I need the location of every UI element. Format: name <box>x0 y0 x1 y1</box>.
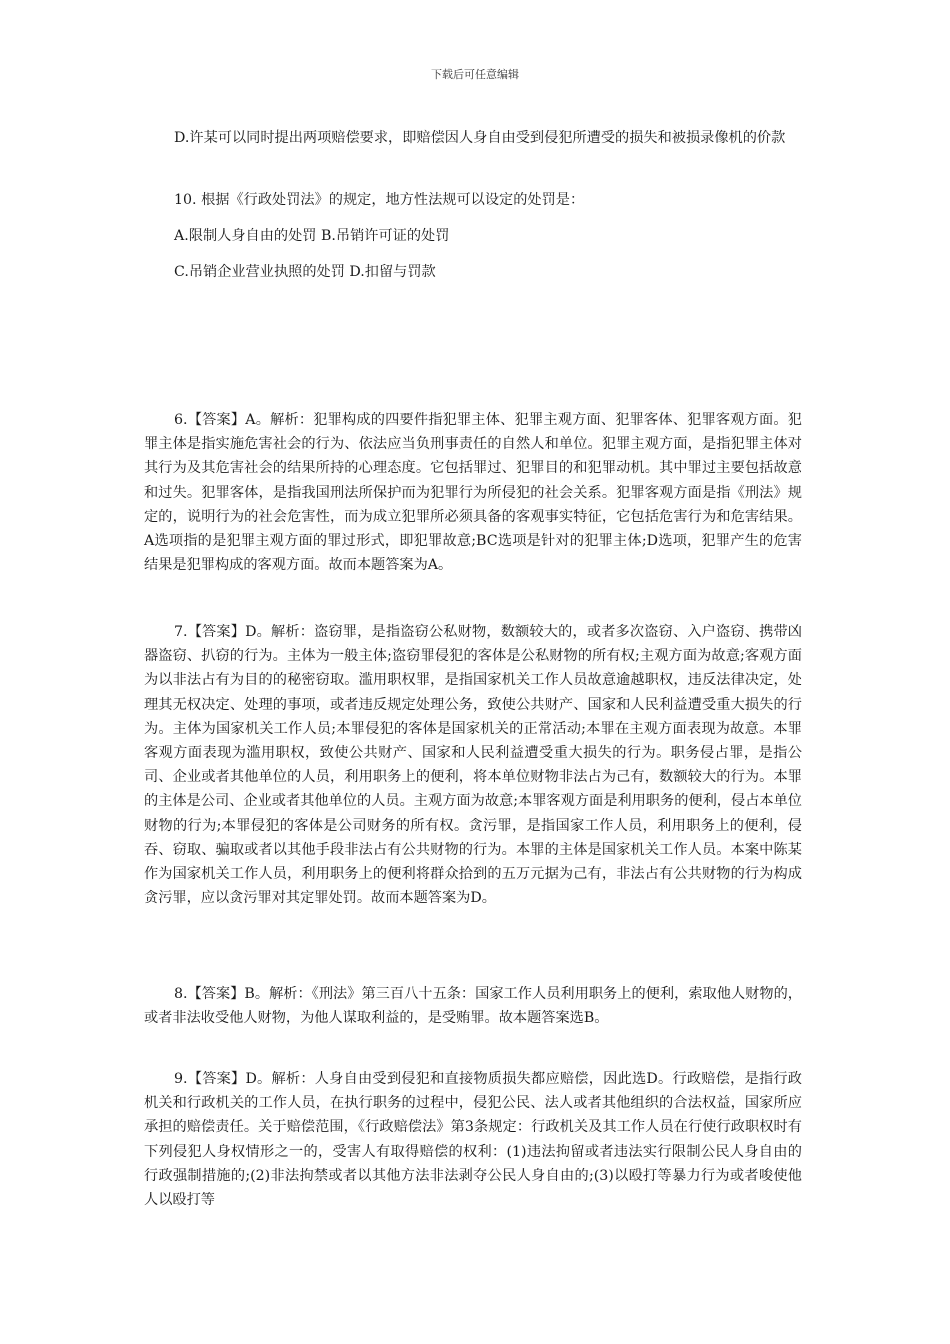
answer-6: 6.【答案】A。解析：犯罪构成的四要件指犯罪主体、犯罪主观方面、犯罪客体、犯罪客观方面。犯罪主体是指实施危害社会的行为、依法应当负刑事责任的自然人和单位。犯罪主观方面，是指犯罪主体对其行为及其危害社会的结果所持的心理态度。它包括罪过、犯罪目的和犯罪动机。其中罪过主要包括故意和过失。犯罪客体，是指我国刑法所保护而为犯罪行为所侵犯的社会关系。犯罪客观方面是指《刑法》规定的，说明行为的社会危害性，而为成立犯罪所必须具备的客观事实特征，它包括危害行为和危害结果。A选项指的是犯罪主观方面的罪过形式，即犯罪故意;BC选项是针对的犯罪主体;D选项，犯罪产生的危害结果是犯罪构成的客观方面。故而本题答案为A。 <box>144 412 802 574</box>
answer-8: 8.【答案】B。解析：《刑法》第三百八十五条：国家工作人员利用职务上的便利，索取他人财物的，或者非法收受他人财物，为他人谋取利益的，是受贿罪。故本题答案选B。 <box>144 986 802 1027</box>
q10-options-cd: C.吊销企业营业执照的处罚 D.扣留与罚款 <box>174 264 436 280</box>
q9-option-d: D.许某可以同时提出两项赔偿要求，即赔偿因人身自由受到侵犯所遭受的损失和被损录像机的价款 <box>174 130 786 146</box>
page-header: 下载后可任意编辑 <box>431 68 519 81</box>
answer-9: 9.【答案】D。解析：人身自由受到侵犯和直接物质损失都应赔偿，因此选D。行政赔偿，是指行政机关和行政机关的工作人员，在执行职务的过程中，侵犯公民、法人或者其他组织的合法权益，国家所应承担的赔偿责任。关于赔偿范围，《行政赔偿法》第3条规定：行政机关及其工作人员在行使行政职权时有下列侵犯人身权情形之一的，受害人有取得赔偿的权利：(1)违法拘留或者违法实行限制公民人身自由的行政强制措施的;(2)非法拘禁或者以其他方法非法剥夺公民人身自由的;(3)以殴打等暴力行为或者唆使他人以殴打等 <box>144 1071 802 1209</box>
q10-options-ab: A.限制人身自由的处罚 B.吊销许可证的处罚 <box>174 228 450 244</box>
q10-stem: 10. 根据《行政处罚法》的规定，地方性法规可以设定的处罚是： <box>174 192 585 208</box>
answer-7: 7.【答案】D。解析：盗窃罪，是指盗窃公私财物，数额较大的，或者多次盗窃、入户盗窃、携带凶器盗窃、扒窃的行为。主体为一般主体;盗窃罪侵犯的客体是公私财物的所有权;主观方面为故意;客观方面为以非法占有为目的的秘密窃取。滥用职权罪，是指国家机关工作人员故意逾越职权，违反法律决定，处理其无权决定、处理的事项，或者违反规定处理公务，致使公共财产、国家和人民利益遭受重大损失的行为。主体为国家机关工作人员;本罪侵犯的客体是国家机关的正常活动;本罪在主观方面表现为故意。本罪客观方面表现为滥用职权，致使公共财产、国家和人民利益遭受重大损失的行为。职务侵占罪，是指公司、企业或者其他单位的人员，利用职务上的便利，将本单位财物非法占为己有，数额较大的行为。本罪的主体是公司、企业或者其他单位的人员。主观方面为故意;本罪客观方面是利用职务的便利，侵占本单位财物的行为;本罪侵犯的客体是公司财务的所有权。贪污罪，是指国家工作人员，利用职务上的便利，侵吞、窃取、骗取或者以其他手段非法占有公共财物的行为。本罪的主体是国家机关工作人员。本案中陈某作为国家机关工作人员，利用职务上的便利将群众拾到的五万元据为己有，非法占有公共财物的行为构成贪污罪，应以贪污罪对其定罪处罚。故而本题答案为D。 <box>144 624 802 907</box>
